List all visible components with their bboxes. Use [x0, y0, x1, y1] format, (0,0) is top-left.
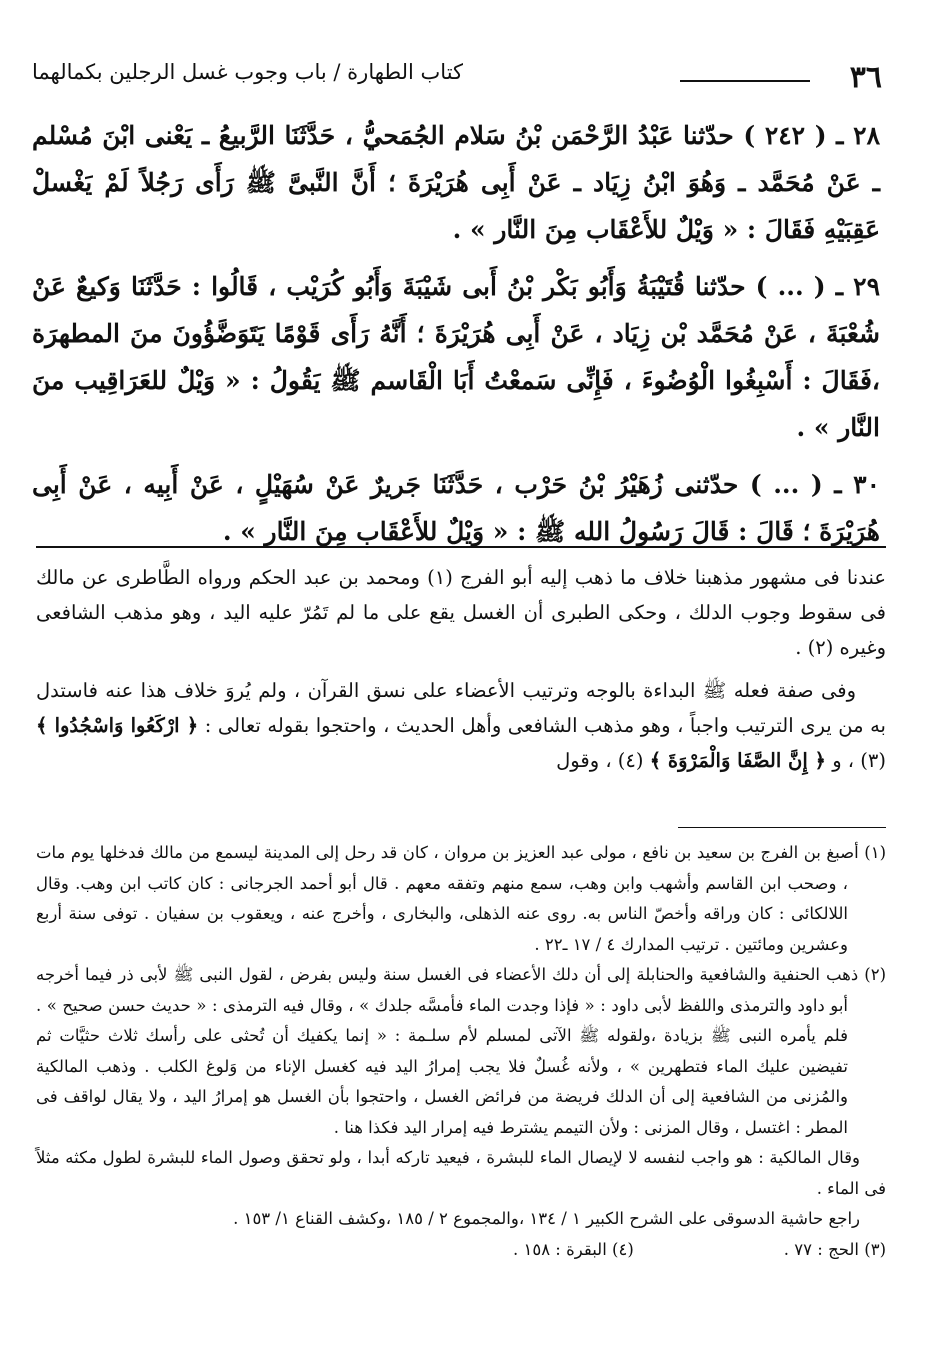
footnote-1: (١) أصبغ بن الفرج بن سعيد بن نافع ، مولى عبد العزيز بن مروان ، كان قد رحل إلى المدينة ليسمع من مالك فدخلها يوم مات ، وصحب ابن القاسم وأشهب وابن وهب، سمع منهم وتفقه معهم . قال أبو أحمد الجرجانى : كان كاتب ابن وهب. وقال اللالكائى : كان وراقه وأخصّ الناس به. روى عنه الذهلى، والبخارى ، وأخرج عنه ، ويعقوب بن سفيان . توفى سنة أربع وعشرين ومائتين . ترتيب المدارك ٤ / ١٧ ـ٢٢ . — [36, 843, 886, 954]
footnote-3: (٣) الحج : ٧٧ . — [783, 1239, 886, 1259]
commentary-text: وفى صفة فعله ﷺ البداءة بالوجه وترتيب الأعضاء على نسق القرآن ، ولم يُروَ خلاف هذا عنه فاستدل به من يرى الترتيب واجباً ، وهو مذهب الشافعى وأهل الحديث ، واحتجوا بقوله تعالى : — [36, 679, 886, 737]
running-title: كتاب الطهارة / باب وجوب غسل الرجلين بكمالهما — [32, 60, 464, 84]
hadith-29: ٢٩ ـ ( ... ) حدّثنا قُتَيْبَةُ وَأَبُو بَكْر بْنُ أَبى شَيْبَةَ وَأَبُو كُرَيْب ، قَالُوا : حَدَّثَنَا وَكيعٌ عَنْ شُعْبَةَ ، عَنْ مُحَمَّد بْن زِيَاد ، عَنْ أَبِى هُرَيْرَةَ ؛ أَنَّهُ رَأَى قَوْمًا يَتَوَضَّؤُونَ منَ المطهرَة ،فَقَالَ : أَسْبِغُوا الْوُضُوءَ ، فَإِنِّى سَمعْتُ أَبَا الْقَاسم ﷺ يَقُولُ : « وَيْلٌ للعَرَاقِيب منَ النَّار » . — [32, 272, 880, 442]
commentary-paragraph-1: عندنا فى مشهور مذهبنا خلاف ما ذهب إليه أبو الفرج (١) ومحمد بن عبد الحكم ورواه الطَّاطرى عن مالك فى سقوط وجوب الدلك ، وحكى الطبرى أن الغسل يقع على ما لم تَمُرّ عليه اليد ، وهو مذهب الشافعى وغيره (٢) . — [36, 566, 886, 659]
page-number: ٣٦ — [849, 60, 882, 95]
footnote-rule — [678, 827, 886, 828]
commentary-section — [36, 560, 886, 786]
quran-quote: ﴿ إِنَّ الصَّفَا وَالْمَرْوَةَ ﴾ — [649, 749, 826, 772]
hadith-28: ٢٨ ـ ( ٢٤٢ ) حدّثنا عَبْدُ الرَّحْمَن بْنُ سَلام الجُمَحيُّ ، حَدَّثَنَا الرَّبيعُ ـ يَعْنى ابْنَ مُسْلم ـ عَنْ مُحَمَّد ـ وَهُوَ ابْنُ زِيَاد ـ عَنْ أَبِى هُرَيْرَةَ ؛ أَنَّ النَّبىَّ ﷺ رَأَى رَجُلاً لَمْ يَغْسلْ عَقِبَيْهِ فَقَالَ : « وَيْلٌ للأَعْقَاب مِنَ النَّار » . — [32, 121, 880, 244]
commentary-text: (٤) ، وقول — [556, 749, 644, 772]
hadith-30: ٣٠ ـ ( ... ) حدّثنى زُهَيْرُ بْنُ حَرْب ، حَدَّثَنَا جَريرٌ عَنْ سُهَيْلٍ ، عَنْ أَبِيه ، عَنْ أَبِى هُرَيْرَةَ ؛ قَالَ : قَالَ رَسُولُ الله ﷺ : « وَيْلٌ للأَعْقَاب مِنَ النَّار » . — [32, 470, 880, 546]
commentary-text: (٣) ، و — [832, 749, 886, 772]
footnote-2: (٢) ذهب الحنفية والشافعية والحنابلة إلى أن دلك الأعضاء فى الغسل سنة وليس بفرض ، لقول النبى ﷺ لأبى ذر فيما أخرجه أبو داود والترمذى واللفظ لأبى داود : « فإذا وجدت الماء فأمسَّه جلدك » ، وقال فيه الترمذى : « حديث حسن صحيح » . فلم يأمره النبى ﷺ بزيادة ،ولقوله ﷺ الآتى لمسلم لأم سلـمة : « إنما يكفيك أن تُحثى على رأسك ثلاث حثيَّات ثم تفيضين عليك الماء فتطهرين » ، ولأنه غُسلٌ فلا يجب إمرارُ اليد فيه كغسل الإناء من وَلوغ الكلب . وذهب المالكية والمُزنى من الشافعية إلى أن الدلك فريضة من فرائض الغسل ، واحتجوا بأن الغسل هو إمرارُ اليد ، ولا يقال لواقف فى المطر : اغتسل ، وقال المزنى : ولأن التيمم يشترط فيه إمرار اليد فكذا هنا . — [36, 965, 886, 1137]
commentary-paragraph-2 — [36, 673, 886, 778]
footnote-refs — [36, 1235, 886, 1265]
page-header — [32, 58, 882, 94]
section-divider — [36, 546, 886, 548]
header-rule — [680, 80, 810, 82]
footnote-2-continued: وقال المالكية : هو واجب لنفسه لا لإيصال الماء للبشرة ، فيعيد تاركه أبدا ، ولو تحقق وصول الماء للبشرة لطول مكثه مثلاً فى الماء . — [36, 1148, 886, 1198]
footnote-2-references: راجع حاشية الدسوقى على الشرح الكبير ١ / ١٣٤ ،والمجموع ٢ / ١٨٥ ،وكشف القناع ١/ ١٥٣ . — [233, 1209, 860, 1228]
quran-quote: ﴿ ارْكَعُوا وَاسْجُدُوا ﴾ — [36, 714, 199, 737]
footnotes-section — [36, 838, 886, 1265]
footnote-4: (٤) البقرة : ١٥٨ . — [512, 1239, 634, 1259]
hadith-section — [32, 112, 880, 565]
